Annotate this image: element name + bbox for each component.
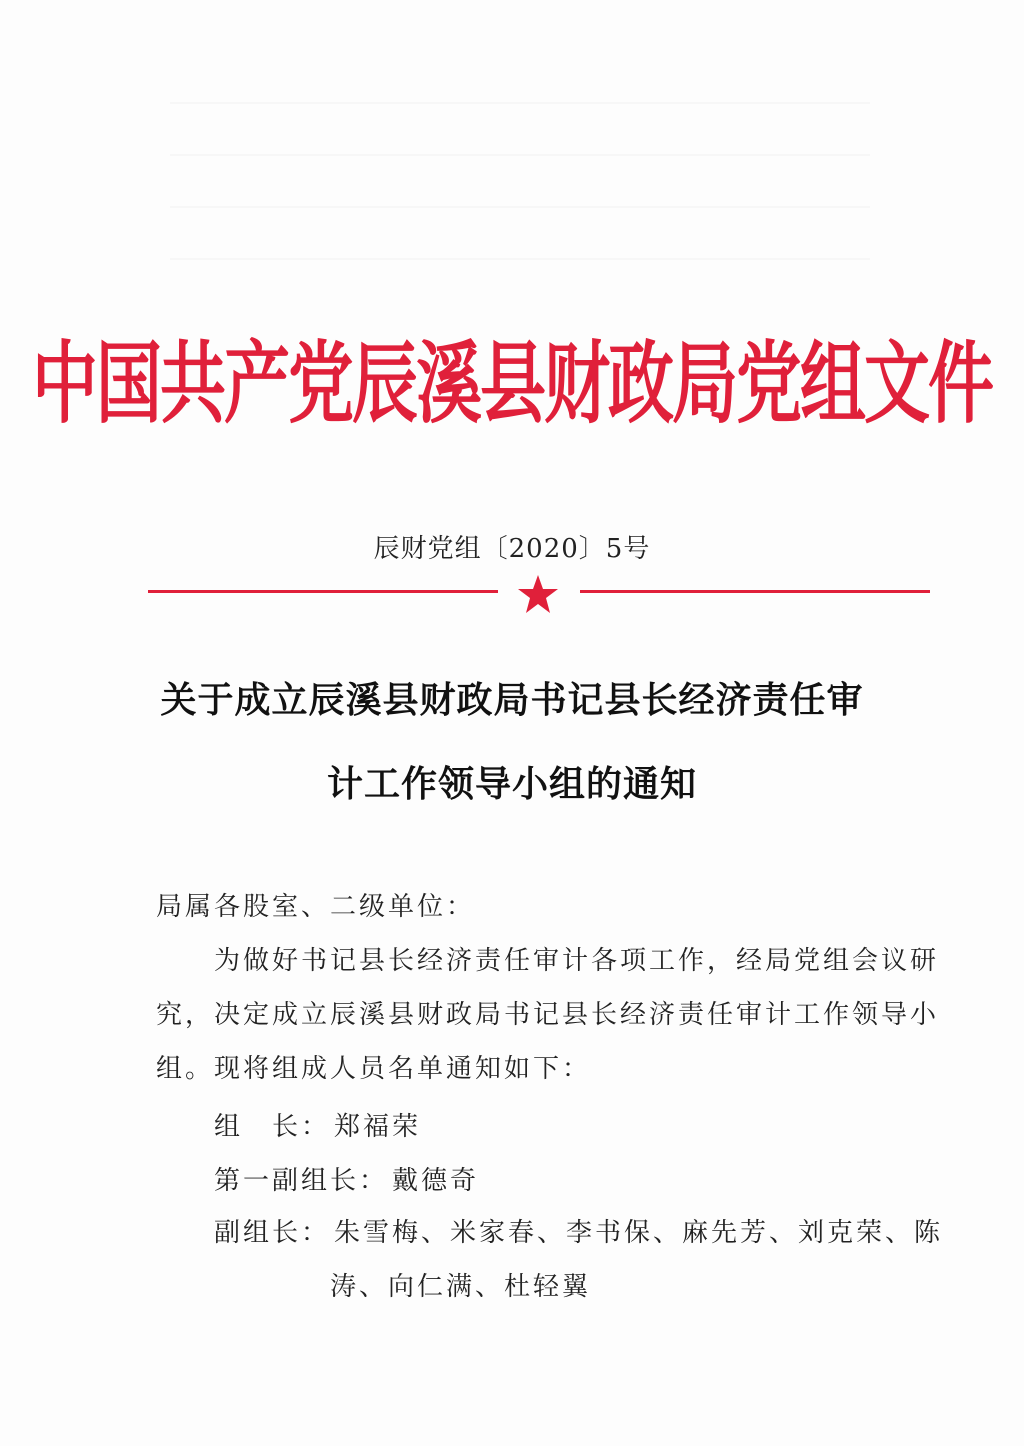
first-deputy-row: [214, 1160, 479, 1197]
deputy-row: [214, 1212, 943, 1249]
red-divider-left: [148, 590, 498, 593]
paragraph-line-1: 为做好书记县长经济责任审计各项工作，经局党组会议研: [214, 946, 940, 976]
first-deputy-label: 第一副组长：: [214, 1166, 389, 1196]
notice-title-line-2: 计工作领导小组的通知: [326, 763, 697, 805]
salutation: 局属各股室、二级单位：: [156, 892, 476, 922]
leader-row: [214, 1106, 421, 1143]
show-through-background: [170, 60, 870, 310]
deputy-label: 副组长：: [214, 1218, 331, 1248]
red-header-title: 中国共产党辰溪县财政局党组文件: [32, 331, 992, 436]
notice-title-line-1: 关于成立辰溪县财政局书记县长经济责任审: [160, 679, 864, 721]
red-divider-right: [580, 590, 930, 593]
deputy-names-line-2: 涛、向仁满、杜轻翼: [330, 1272, 592, 1302]
paragraph-line-3: 组。现将组成人员名单通知如下：: [156, 1054, 592, 1084]
paragraph-line-2: 究，决定成立辰溪县财政局书记县长经济责任审计工作领导小: [156, 1000, 940, 1030]
leader-label: 组 长：: [214, 1112, 331, 1142]
first-deputy-name: 戴德奇: [392, 1166, 480, 1196]
red-star-icon: [516, 574, 560, 614]
document-number: 辰财党组〔2020〕5号: [373, 534, 651, 564]
leader-name: 郑福荣: [334, 1112, 422, 1142]
deputy-names-line-1: 朱雪梅、米家春、李书保、麻先芳、刘克荣、陈: [334, 1218, 944, 1248]
